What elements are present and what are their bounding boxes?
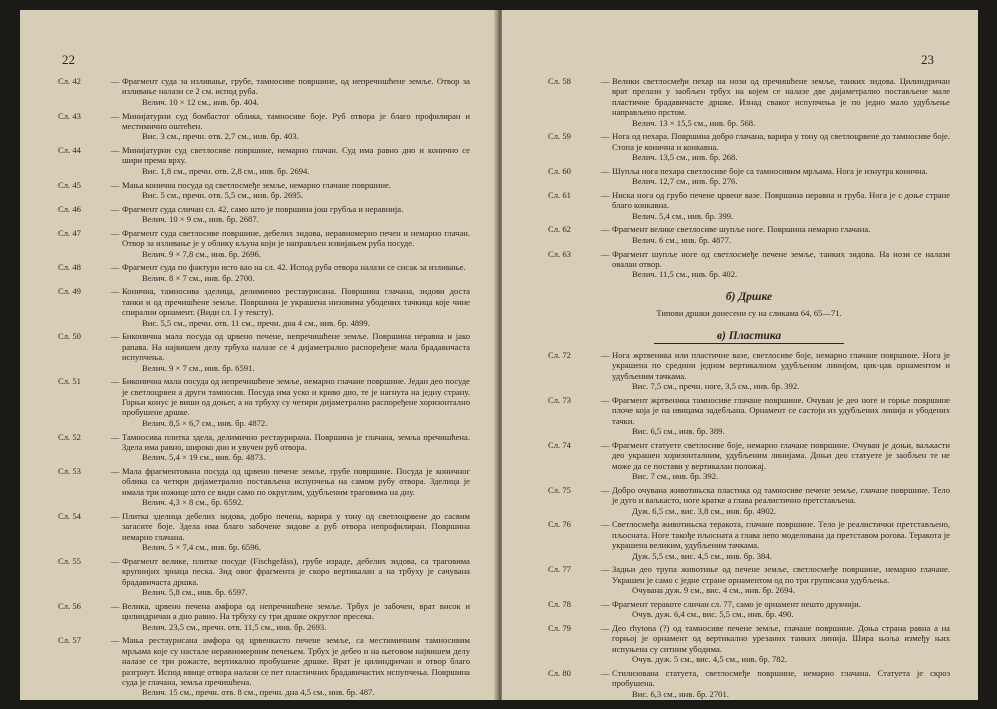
catalog-entry <box>58 601 470 632</box>
entry-body <box>612 224 950 245</box>
entry-label: Сл. 48 <box>58 262 81 273</box>
entry-text: Конична, тамносива зделица, делимично рестаурисана. Површина глачана, зидови доста танки и од пречишћене земље. Површина је украшена низовима убодених тачкица које чине спирални орнамент. (Види сл. I у тексту). <box>122 286 470 318</box>
entry-label: Сл. 53 <box>58 466 81 477</box>
entry-measurements: Велич. 15 см., пречн. отв. 8 см., пречн. дна 4,5 см., инв. бр. 487. <box>142 687 375 698</box>
catalog-entry <box>58 228 470 259</box>
entry-label: Сл. 60 <box>548 165 571 176</box>
catalog-entry <box>548 131 950 162</box>
entry-measurements: Вис. 5 см., пречн. отв. 5,5 см., инв. бр. 2695. <box>142 189 304 200</box>
entry-body <box>612 623 950 665</box>
catalog-entry <box>548 440 950 482</box>
entry-text: Фрагмент суда за изливање, грубе, тамносиве површине, од непречишћене земље. Отвор за изливање налази се 2 см. испод руба. <box>122 76 470 97</box>
section-v-title: в) Пластика <box>716 329 782 342</box>
entry-measurements: Велич. 5,4 × 19 см., инв. бр. 4873. <box>142 452 266 463</box>
page-number-left: 22 <box>62 52 75 67</box>
entry-dash: — <box>600 439 610 450</box>
entry-text: Фрагмент суда светлосиве површине, дебелих зидова, неравномерно печен и немарно глачан. Отвор за изливање је у облику кљуна који је направљен извијањем руба посуде. <box>122 227 470 249</box>
entry-dash: — <box>600 484 610 495</box>
left-entries <box>58 76 470 700</box>
entry-dash: — <box>600 224 610 235</box>
entry-text: Мања рестаурисана амфора од црвенкасто печене земље, са местимичним тамносивим мрљама које су настале неравномерним печењем. Трбух је дебео и на његовом највишем делу налазе се три рожасте, вертикално пробушене дршке. Врат је цилиндричан и отвор благо разгрнут. Испод ивице отвора налази се пет пластичних брадавичастих испупчења. Површина суда је глачана, земља пречишћена. <box>122 635 470 687</box>
entry-dash: — <box>110 76 120 86</box>
entry-dash: — <box>110 145 120 156</box>
entry-measurements: Велич. 10 × 9 см., инв. бр. 2687. <box>142 214 259 225</box>
entry-measurements: Дуж. 5,5 см., вис. 4,5 см., инв. бр. 384. <box>632 550 772 561</box>
catalog-entry <box>548 623 950 665</box>
entry-text: Нога од пехара. Површина добро глачана, варира у тону од светлоцрвене до тамносиве боје. Стопа је конична и конкавна. <box>612 131 950 152</box>
catalog-entry <box>548 76 950 128</box>
section-v-underline <box>654 343 844 344</box>
entry-label: Сл. 75 <box>548 484 571 495</box>
entry-text: Задњи део трупа животиње од печене земље, светлосмеђе површине, немарно глачане. Украшен је само с једне стране орнаментом од по три груписана удубљења. <box>612 564 950 585</box>
entry-measurements: Велич. 6 см., инв. бр. 4877. <box>632 234 732 245</box>
entry-measurements: Вис. 3 см., пречн. отв. 2,7 см., инв. бр. 403. <box>142 131 299 142</box>
entry-label: Сл. 79 <box>548 622 571 633</box>
entry-dash: — <box>600 248 610 259</box>
entry-body <box>122 204 470 225</box>
entry-label: Сл. 73 <box>548 394 571 405</box>
entry-label: Сл. 54 <box>58 511 81 521</box>
right-entries <box>548 76 950 700</box>
entry-body <box>612 131 950 162</box>
entry-dash: — <box>110 110 120 121</box>
catalog-entry <box>58 180 470 201</box>
entry-measurements: Дуж. 6,5 см., вис. 3,8 см., инв. бр. 4902. <box>632 505 777 516</box>
entry-body <box>122 466 470 508</box>
entry-label: Сл. 46 <box>58 203 81 214</box>
entry-body <box>612 668 950 699</box>
entry-dash: — <box>600 131 610 142</box>
entry-body <box>122 635 470 697</box>
entry-body <box>122 76 470 107</box>
entry-measurements: Вис. 7 см., инв. бр. 392. <box>632 471 719 482</box>
entry-dash: — <box>600 189 610 200</box>
catalog-entry <box>548 519 950 561</box>
entry-body <box>122 180 470 201</box>
entry-label: Сл. 63 <box>548 248 571 259</box>
entry-measurements: Велич. 11,5 см., инв. бр. 402. <box>632 269 738 280</box>
entry-text: Добро очувана животињска пластика од тамносиве печене земље, глачане површине. Тело је дуго и ваљкасто, ноге кратке а глава реалистично претстављена. <box>612 484 950 506</box>
entry-measurements: Велич. 9 × 7 см., инв. бр. 6591. <box>142 362 255 373</box>
entry-label: Сл. 47 <box>58 227 81 238</box>
entry-label: Сл. 52 <box>58 431 81 442</box>
entry-dash: — <box>600 519 610 530</box>
entry-dash: — <box>110 286 120 297</box>
entry-text: Фрагмент суда по фактури исто као на сл. 42. Испод руба отвора налази се сисак за изливање. <box>122 262 466 273</box>
entry-body <box>612 249 950 280</box>
entry-body <box>122 601 470 632</box>
entry-body <box>612 350 950 392</box>
entry-measurements: Велич. 9 × 7,8 см., инв. бр. 2696. <box>142 248 261 259</box>
entry-body <box>612 564 950 595</box>
entry-dash: — <box>110 431 120 442</box>
entry-measurements: Вис. 6,3 см., инв. бр. 2701. <box>632 688 729 699</box>
entry-label: Сл. 49 <box>58 286 81 297</box>
entry-text: Фрагмент статуете светлосиве боје, немарно глачане површине. Очуван је доњи, ваљкасти део украшен хоризонталним, удубљеним линијама. Доњи део статуете је заобљен те не може да се постави у вертикалан положај. <box>612 439 950 471</box>
entry-text: Фрагмент жртвеника тамносиве глачане површине. Очуван је део ноге и горње површине плоче која је на ивицама задебљана. Орнамент се састоји из удубљених линија и убодених тачки. <box>612 394 950 426</box>
entry-measurements: Вис. 6,5 см., инв. бр. 389. <box>632 426 725 437</box>
entry-measurements: Вис. 1,8 см., пречн. отв. 2,8 см., инв. бр. 2694. <box>142 165 310 176</box>
catalog-entry <box>58 635 470 697</box>
entry-text: Минијатурни суд светлосиве површине, немарно глачан. Суд има равно дно и коничнo се шири према врху. <box>122 145 470 166</box>
entry-body <box>122 331 470 373</box>
catalog-entry <box>58 286 470 328</box>
entry-label: Сл. 61 <box>548 189 571 200</box>
catalog-entry <box>58 466 470 508</box>
catalog-entry <box>58 76 470 107</box>
entry-label: Сл. 56 <box>58 600 81 611</box>
entry-measurements: Велич. 13 × 15,5 см., инв. бр. 568. <box>632 117 756 128</box>
entry-text: Тамносива плитка здела, делимично рестаурирана. Површина је глачана, земља пречишћена. Здела има равно, широко дно и увучен руб отвора. <box>122 431 470 452</box>
entry-text: Велика, црвено печена амфора од непречишћене земље. Трбух је забочен, врат висок и цилиндричан а дно равно. На трбуху су три дршке округлог пресека. <box>122 600 470 622</box>
entry-label: Сл. 51 <box>58 376 81 387</box>
catalog-entry <box>548 564 950 595</box>
catalog-entry <box>548 350 950 392</box>
entry-text: Ногa жртвеника или пластичне вазе, светлосиве боје, немарно глачане површине. Нога је украшена по средини једном вертикалном удубљеном линијом, цик-цак орнаментом и удубљеним тачкама. <box>612 350 950 381</box>
entry-body <box>612 166 950 187</box>
entry-label: Сл. 77 <box>548 564 571 575</box>
entry-measurements: Велич. 8,5 × 6,7 см., инв. бр. 4872. <box>142 417 268 428</box>
right-entries-group-2 <box>548 350 950 699</box>
page-number-right: 23 <box>921 52 934 67</box>
entry-dash: — <box>110 600 120 611</box>
entry-text: Фрагмент велике, плитке посуде (Fischgefäss), грубе израде, дебелих зидова, са траговима крупнијих зрнаца песка. Зид овог фрагмента је скоро вертикалан а на трбуху је сачувана брадавичаста дршка. <box>122 555 470 587</box>
entry-dash: — <box>110 179 120 190</box>
entry-label: Сл. 42 <box>58 76 81 86</box>
entry-body <box>122 432 470 463</box>
catalog-entry <box>548 190 950 221</box>
entry-body <box>612 190 950 221</box>
entry-text: Плитка зделица дебелих зидова, добро печена, варира у тону од светлоцрвене до сасвим загасите боје. Здела има благо забочене зидове а руб отвора непрофилиран. Површина немарно глачана. <box>122 511 470 542</box>
catalog-entry <box>58 204 470 225</box>
entry-label: Сл. 76 <box>548 519 571 530</box>
section-b-text: Типови дршки донесени су на сликама 64, 65—71. <box>656 308 842 319</box>
entry-dash: — <box>110 511 120 521</box>
entry-measurements: Велич. 4,3 × 8 см., бр. 6592. <box>142 497 244 508</box>
entry-dash: — <box>600 564 610 575</box>
catalog-entry <box>58 145 470 176</box>
catalog-entry <box>548 224 950 245</box>
entry-label: Сл. 74 <box>548 439 571 450</box>
catalog-entry <box>548 668 950 699</box>
entry-text: Биконична мала посуда од непречишћене земље, немарно глачане површине. Један део посуде је светлоцрвен а други тамносив. Посуда има уско и криво дно, те је нагнута на једну страну. Горњи конус је виши од доњег, а на трбуху су четири дијаметрално распоређене хоризонтално пробушене дршке. <box>122 376 470 418</box>
entry-text: Светлосмеђа животињска теракота, глачане површине. Тело је реалистички претстављено, пљосната. Ноге такође пљосната а глава лепо моделована да претставом рогова. Теракота је украшена великим, удубљеним тачкама. <box>612 519 950 551</box>
entry-label: Сл. 45 <box>58 179 81 190</box>
entry-dash: — <box>600 394 610 405</box>
entry-text: Мала фрагментована посуда од црвено печене земље, грубе површине. Посуда је коничног облика са четири дијаметрално постављена испупчења на самом рубу отвора. Зделица је имала три ножице што се види само по округлим, удубљеним траговима на дну. <box>122 466 470 497</box>
entry-label: Сл. 50 <box>58 331 81 342</box>
entry-dash: — <box>110 466 120 477</box>
entry-label: Сл. 62 <box>548 224 571 235</box>
entry-text: Биконична мала посуда од црвено печене, непречишћене земље. Површина неравна и јако рапава. На највишем делу трбуха налазе се 4 дијаметрално распоређене мала брадавичаста испупчења. <box>122 331 470 363</box>
catalog-entry <box>58 111 470 142</box>
entry-body <box>612 395 950 437</box>
entry-dash: — <box>110 262 120 273</box>
entry-text: Шупља нога пехара светлосиве боје са тамносивим мрљама. Нога је изнутра конична. <box>612 165 928 176</box>
left-page <box>20 10 498 700</box>
entry-label: Сл. 57 <box>58 635 81 646</box>
catalog-entry <box>58 432 470 463</box>
entry-label: Сл. 72 <box>548 350 571 361</box>
entry-measurements: Вис. 7,5 см., пречн. ноге, 3,5 см., инв. бр. 392. <box>632 381 800 392</box>
entry-measurements: Очув. дуж. 5 см., вис. 4,5 см., инв. бр. 782. <box>632 654 788 665</box>
entry-text: Минијатурни суд бомбастог облика, тамносиве боје. Руб отвора је благо профилиран и местимично оштећен. <box>122 110 470 131</box>
entry-dash: — <box>600 76 610 86</box>
entry-body <box>122 511 470 553</box>
entry-dash: — <box>600 622 610 633</box>
entry-dash: — <box>110 635 120 646</box>
entry-body <box>612 485 950 516</box>
entry-body <box>122 145 470 176</box>
entry-text: Мања конична посуда од светлосмеђе земље, немарно глачане површине. <box>122 179 391 190</box>
entry-label: Сл. 44 <box>58 145 81 156</box>
catalog-entry <box>548 166 950 187</box>
catalog-entry <box>548 395 950 437</box>
entry-label: Сл. 59 <box>548 131 571 142</box>
catalog-entry <box>58 331 470 373</box>
entry-text: Фрагмент шупље ноге од светлосмеђе печене земље, танких зидова. На нози се налази овалан отвор. <box>612 248 950 269</box>
entry-dash: — <box>110 376 120 387</box>
entry-body <box>122 286 470 328</box>
section-b-heading: б) Дршке <box>725 290 773 303</box>
entry-body <box>122 262 470 283</box>
catalog-entry <box>58 556 470 598</box>
entry-measurements: Очув. дуж. 6,4 см., вис. 5,5 см., инв. бр. 490. <box>632 609 794 620</box>
entry-measurements: Велич. 8 × 7 см., инв. бр. 2700. <box>142 272 255 283</box>
right-entries-group-1 <box>548 76 950 280</box>
entry-body <box>122 111 470 142</box>
entry-body <box>612 599 950 620</box>
entry-dash: — <box>600 165 610 176</box>
entry-label: Сл. 78 <box>548 598 571 609</box>
catalog-entry <box>548 599 950 620</box>
entry-text: Велики светлосмеђи пехар на нози од пречишћене земље, танких зидова. Цилиндричан врат прелази у заобљен трбух на којем се налазе две дијаметрално постављене мале пластичне брадавичасте дршке. Изнад сваког испупчења је по једно мало удубљење направљено прстом. <box>612 76 950 118</box>
catalog-entry <box>58 376 470 428</box>
entry-text: Фрагмент теракоте сличан сл. 77, само је орнамент нешто друкчији. <box>612 598 861 609</box>
entry-measurements: Велич. 12,7 см., инв. бр. 276. <box>632 176 738 187</box>
entry-dash: — <box>600 667 610 678</box>
catalog-entry <box>548 485 950 516</box>
entry-measurements: Велич. 5,4 см., инв. бр. 399. <box>632 210 734 221</box>
catalog-entry <box>58 511 470 553</box>
entry-measurements: Вис. 5,5 см., пречн. отв. 11 см., пречн. дна 4 см., инв. бр. 4899. <box>142 317 370 328</box>
entry-text: Стилизована статуета, светлосмеђе површине, немарно глачана. Статуета је скроз пробушена. <box>612 667 950 689</box>
entry-body <box>122 556 470 598</box>
entry-text: Део rhytona (?) од тамносиве печене земље, глачане површине. Доња страна равна а на горњој је орнамент од вертикално урезаних танких линија. Шира њоља између њих испуњена су ситним убодима. <box>612 622 950 654</box>
entry-body <box>612 440 950 482</box>
entry-measurements: Велич. 5 × 7,4 см., инв. бр. 6596. <box>142 542 261 553</box>
entry-measurements: Велич. 23,5 см., пречн. отв. 11,5 см., инв. бр. 2693. <box>142 621 327 632</box>
entry-measurements: Очувана дуж. 9 см., вис. 4 см., инв. бр. 2694. <box>632 585 795 596</box>
section-v-heading <box>548 331 950 344</box>
entry-measurements: Велич. 13,5 см., инв. бр. 268. <box>632 152 738 163</box>
entry-measurements: Велич. 5,8 см., инв. бр. 6597. <box>142 587 248 598</box>
right-page <box>502 10 978 700</box>
entry-label: Сл. 80 <box>548 667 571 678</box>
entry-dash: — <box>600 350 610 361</box>
entry-measurements: Велич. 10 × 12 см., инв. бр. 404. <box>142 96 259 107</box>
entry-label: Сл. 55 <box>58 555 81 566</box>
entry-label: Сл. 58 <box>548 76 571 86</box>
entry-dash: — <box>110 203 120 214</box>
entry-dash: — <box>110 555 120 566</box>
entry-label: Сл. 43 <box>58 110 81 121</box>
catalog-entry <box>548 249 950 280</box>
entry-body <box>612 519 950 561</box>
entry-body <box>122 228 470 259</box>
entry-text: Ниска нога од грубо печене црвене вазе. Површина неравна и груба. Нога је с доње стране благо конкавна. <box>612 189 950 211</box>
entry-text: Фрагмент суда сличан сл. 42, само што је површина још грубља и неравнија. <box>122 203 404 214</box>
entry-dash: — <box>110 331 120 342</box>
entry-dash: — <box>110 227 120 238</box>
entry-dash: — <box>600 598 610 609</box>
entry-text: Фрагмент велике светлосиве шупље ноге. Површина немарно глачана. <box>612 224 871 235</box>
catalog-entry <box>58 262 470 283</box>
entry-body <box>612 76 950 128</box>
entry-body <box>122 376 470 428</box>
